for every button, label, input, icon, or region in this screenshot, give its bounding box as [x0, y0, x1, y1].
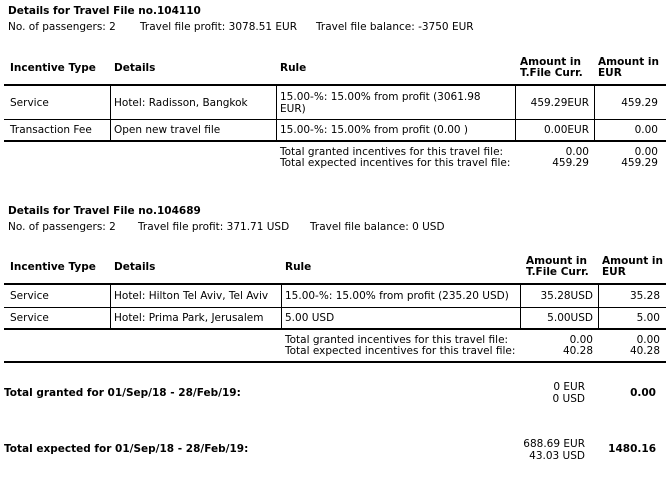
- summary-expected-total: 1480.16: [608, 443, 656, 455]
- row-rule: 5.00 USD: [285, 312, 335, 324]
- row-amt-eur: 0.00: [634, 124, 658, 136]
- file1-header-rule: Rule: [280, 62, 307, 74]
- row-details: Open new travel file: [114, 124, 221, 136]
- file1-expected-tfile: 459.29: [552, 157, 589, 169]
- row-amt-eur: 459.29: [621, 97, 658, 109]
- row-rule: 15.00-%: 15.00% from profit (235.20 USD): [285, 290, 509, 302]
- summary-expected-usd: 43.03 USD: [529, 450, 585, 462]
- file2-header-amt-tfile-2: T.File Curr.: [526, 266, 589, 278]
- file1-header-details: Details: [114, 62, 156, 74]
- file1-balance: Travel file balance: -3750 EUR: [316, 21, 474, 33]
- file1-expected-label: Total expected incentives for this travel file:: [280, 157, 511, 169]
- file2-header-rule: Rule: [285, 261, 312, 273]
- file1-profit: Travel file profit: 3078.51 EUR: [140, 21, 298, 33]
- file2-header-amt-eur-1: Amount in: [602, 255, 663, 267]
- row-amt-tfile: 0.00EUR: [544, 124, 589, 136]
- row-type: Transaction Fee: [10, 124, 92, 136]
- file2-expected-eur: 40.28: [629, 345, 660, 357]
- file1-title: Details for Travel File no.104110: [8, 5, 201, 17]
- row-details: Hotel: Prima Park, Jerusalem: [114, 312, 264, 324]
- file1-header-type: Incentive Type: [10, 62, 96, 74]
- summary-granted-eur: 0 EUR: [553, 381, 585, 393]
- row-details: Hotel: Hilton Tel Aviv, Tel Aviv: [114, 290, 269, 302]
- file2-header-amt-eur-2: EUR: [602, 266, 626, 278]
- file2-granted-tfile: 0.00: [569, 334, 593, 346]
- row-type: Service: [10, 312, 49, 324]
- file2-expected-tfile: 40.28: [562, 345, 593, 357]
- file2-granted-label: Total granted incentives for this travel file:: [285, 334, 509, 346]
- row-amt-tfile: 5.00USD: [547, 312, 593, 324]
- summary-granted-total: 0.00: [630, 387, 656, 399]
- row-type: Service: [10, 290, 49, 302]
- file2-header-details: Details: [114, 261, 156, 273]
- file1-header-amt-tfile-1: Amount in: [520, 56, 581, 68]
- file1-passengers: No. of passengers: 2: [8, 21, 116, 33]
- row-amt-eur: 35.28: [629, 290, 660, 302]
- file2-header-amt-tfile-1: Amount in: [526, 255, 587, 267]
- file1-header-amt-tfile-2: T.File Curr.: [520, 67, 583, 79]
- summary-expected-label: Total expected for 01/Sep/18 - 28/Feb/19:: [4, 443, 249, 455]
- file2-header-divider: [4, 283, 666, 285]
- file2-profit: Travel file profit: 371.71 USD: [138, 221, 290, 233]
- file2-header-type: Incentive Type: [10, 261, 96, 273]
- file1-header-divider: [4, 84, 666, 86]
- file1-expected-eur: 459.29: [621, 157, 658, 169]
- row-amt-tfile: 35.28USD: [540, 290, 593, 302]
- row-rule: 15.00-%: 15.00% from profit (0.00 ): [280, 124, 469, 136]
- summary-granted-label: Total granted for 01/Sep/18 - 28/Feb/19:: [4, 387, 241, 399]
- summary-granted-usd: 0 USD: [552, 393, 585, 405]
- row-amt-tfile: 459.29EUR: [530, 97, 589, 109]
- file1-granted-tfile: 0.00: [565, 146, 589, 158]
- row-amt-eur: 5.00: [636, 312, 660, 324]
- row-details: Hotel: Radisson, Bangkok: [114, 97, 248, 109]
- file1-granted-label: Total granted incentives for this travel file:: [280, 146, 504, 158]
- row-rule: 15.00-%: 15.00% from profit (3061.98: [280, 91, 481, 103]
- row-type: Service: [10, 97, 49, 109]
- summary-expected-eur: 688.69 EUR: [523, 438, 585, 450]
- file1-header-amt-eur-1: Amount in: [598, 56, 659, 68]
- file1-header-amt-eur-2: EUR: [598, 67, 622, 79]
- file2-title: Details for Travel File no.104689: [8, 205, 201, 217]
- row-rule-continued: EUR): [280, 103, 306, 115]
- file2-balance: Travel file balance: 0 USD: [310, 221, 445, 233]
- file2-granted-eur: 0.00: [636, 334, 660, 346]
- file2-passengers: No. of passengers: 2: [8, 221, 116, 233]
- file2-expected-label: Total expected incentives for this travel file:: [285, 345, 516, 357]
- file1-granted-eur: 0.00: [634, 146, 658, 158]
